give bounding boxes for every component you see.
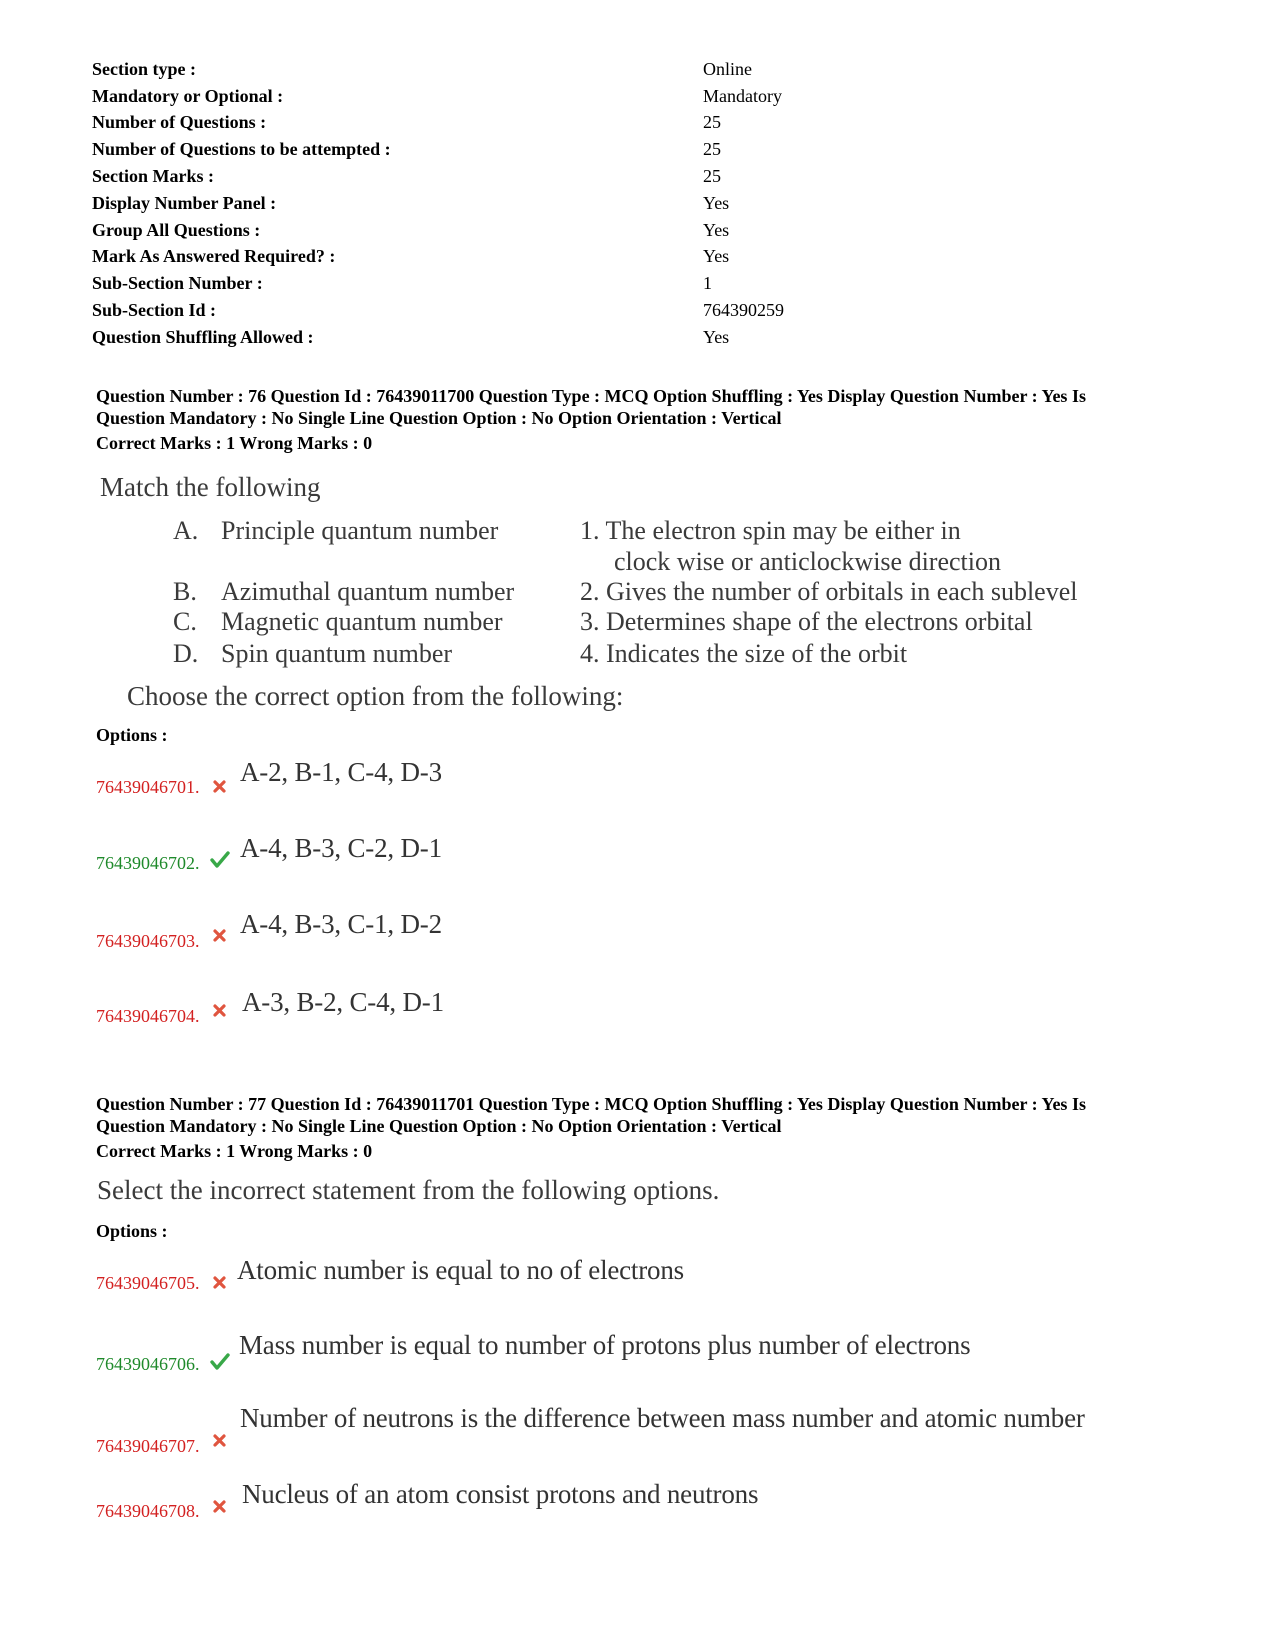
subsection-number-label: Sub-Section Number : <box>92 273 263 293</box>
match-right-text: clock wise or anticlockwise direction <box>614 547 1001 576</box>
display-panel-label: Display Number Panel : <box>92 193 277 213</box>
option-id: 76439046703. <box>96 931 200 951</box>
mark-answered-label: Mark As Answered Required? : <box>92 246 336 266</box>
mandatory-value: Mandatory <box>703 86 782 106</box>
check-icon <box>210 851 230 869</box>
match-left-letter: D. <box>173 639 199 668</box>
options-label: Options : <box>96 725 168 745</box>
subsection-id-label: Sub-Section Id : <box>92 300 217 320</box>
option-text[interactable]: A-2, B-1, C-4, D-3 <box>240 757 442 787</box>
num-questions-value: 25 <box>703 112 721 132</box>
match-left-letter: A. <box>173 516 199 545</box>
match-left-text: Magnetic quantum number <box>221 607 503 636</box>
question-prompt: Choose the correct option from the following: <box>127 681 624 711</box>
cross-icon <box>212 1274 228 1290</box>
match-left-text: Principle quantum number <box>221 516 499 545</box>
cross-icon <box>212 778 228 794</box>
question-header-line2: Question Mandatory : No Single Line Question Option : No Option Orientation : Vertical <box>96 408 782 428</box>
options-label: Options : <box>96 1221 168 1241</box>
question-header-line1: Question Number : 76 Question Id : 76439011700 Question Type : MCQ Option Shuffling : Yes Display Question Number : Yes Is <box>96 386 1086 406</box>
match-right-text: 4. Indicates the size of the orbit <box>580 639 908 668</box>
option-text[interactable]: A-4, B-3, C-2, D-1 <box>240 833 442 863</box>
option-text[interactable]: Number of neutrons is the difference between mass number and atomic number <box>240 1403 1085 1433</box>
option-text[interactable]: Mass number is equal to number of protons plus number of electrons <box>239 1330 971 1360</box>
question-marks: Correct Marks : 1 Wrong Marks : 0 <box>96 433 373 453</box>
section-marks-value: 25 <box>703 166 721 186</box>
match-left-letter: B. <box>173 577 197 606</box>
question-header-line1: Question Number : 77 Question Id : 76439011701 Question Type : MCQ Option Shuffling : Yes Display Question Number : Yes Is <box>96 1094 1086 1114</box>
match-left-text: Spin quantum number <box>221 639 453 668</box>
question-marks: Correct Marks : 1 Wrong Marks : 0 <box>96 1141 373 1161</box>
option-id: 76439046708. <box>96 1501 200 1521</box>
option-id: 76439046705. <box>96 1273 200 1293</box>
mandatory-label: Mandatory or Optional : <box>92 86 284 106</box>
section-type-label: Section type : <box>92 59 196 79</box>
cross-icon <box>212 1002 228 1018</box>
mark-answered-value: Yes <box>703 246 730 266</box>
group-questions-value: Yes <box>703 220 730 240</box>
match-left-text: Azimuthal quantum number <box>221 577 515 606</box>
num-questions-label: Number of Questions : <box>92 112 267 132</box>
shuffling-label: Question Shuffling Allowed : <box>92 327 314 347</box>
num-attempt-label: Number of Questions to be attempted : <box>92 139 391 159</box>
option-id: 76439046707. <box>96 1436 200 1456</box>
match-left-letter: C. <box>173 607 197 636</box>
question-intro: Match the following <box>100 472 321 502</box>
option-text[interactable]: A-4, B-3, C-1, D-2 <box>240 909 442 939</box>
question-header <box>96 385 1196 429</box>
option-text[interactable]: Atomic number is equal to no of electrons <box>237 1255 684 1285</box>
option-id: 76439046704. <box>96 1006 200 1026</box>
section-marks-label: Section Marks : <box>92 166 214 186</box>
match-right-text: 1. The electron spin may be either in <box>580 516 961 545</box>
option-text[interactable]: Nucleus of an atom consist protons and neutrons <box>242 1479 759 1509</box>
option-id: 76439046702. <box>96 853 200 873</box>
match-right-text: 3. Determines shape of the electrons orbital <box>580 607 1033 636</box>
option-id: 76439046706. <box>96 1354 200 1374</box>
group-questions-label: Group All Questions : <box>92 220 261 240</box>
option-id: 76439046701. <box>96 777 200 797</box>
question-intro: Select the incorrect statement from the following options. <box>97 1175 720 1205</box>
subsection-id-value: 764390259 <box>703 300 784 320</box>
option-text[interactable]: A-3, B-2, C-4, D-1 <box>242 987 444 1017</box>
match-right-text: 2. Gives the number of orbitals in each sublevel <box>580 577 1078 606</box>
subsection-number-value: 1 <box>703 273 712 293</box>
cross-icon <box>212 927 228 943</box>
shuffling-value: Yes <box>703 327 730 347</box>
num-attempt-value: 25 <box>703 139 721 159</box>
cross-icon <box>212 1498 228 1514</box>
display-panel-value: Yes <box>703 193 730 213</box>
section-type-value: Online <box>703 59 752 79</box>
question-header-line2: Question Mandatory : No Single Line Question Option : No Option Orientation : Vertical <box>96 1116 782 1136</box>
cross-icon <box>212 1432 228 1448</box>
check-icon <box>210 1353 230 1371</box>
question-header <box>96 1093 1196 1137</box>
